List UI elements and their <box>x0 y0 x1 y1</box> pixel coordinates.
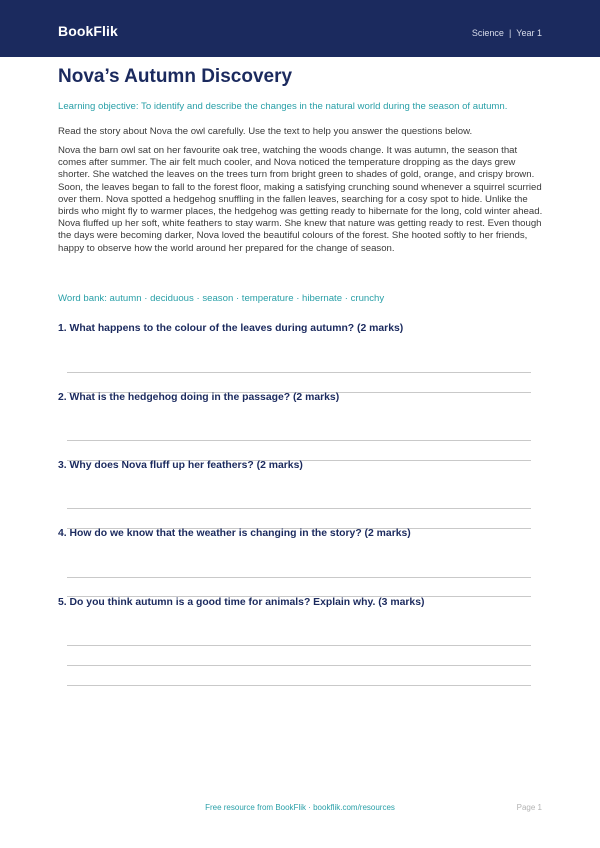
page-title: Nova’s Autumn Discovery <box>58 66 293 87</box>
footer-link[interactable]: Free resource from BookFlik · bookflik.com/resources <box>205 803 395 812</box>
answer-line[interactable] <box>67 372 531 373</box>
question-2: 2. What is the hedgehog doing in the passage? (2 marks) <box>58 392 340 403</box>
subject-year <box>472 28 542 38</box>
answer-line[interactable] <box>67 645 531 646</box>
answer-line[interactable] <box>67 685 531 686</box>
meta-separator: | <box>508 28 512 38</box>
question-4: 4. How do we know that the weather is changing in the story? (2 marks) <box>58 528 411 539</box>
brand-logo[interactable]: BookFlik <box>58 23 118 39</box>
question-3: 3. Why does Nova fluff up her feathers? (2 marks) <box>58 460 303 471</box>
answer-line[interactable] <box>67 440 531 441</box>
answer-line[interactable] <box>67 665 531 666</box>
subject-label: Science <box>471 28 504 38</box>
story-passage: Nova the barn owl sat on her favourite oak tree, watching the woods change. It was autumn, the season that comes after summer. The air felt much cooler, and Nova noticed the temperature dropping as the days grew shorter. She watched the leaves on the trees turn from bright green to shades of gold, orange, and crispy brown. Soon, the leaves began to fall to the forest floor, making a satisfying crunching sound whenever a squirrel scurried over them. Nova spotted a hedgehog snuffling in the fallen leaves, searching for a cosy spot to hide. Unlike the birds who might fly to warmer places, the hedgehog was getting ready to hibernate for the long, cold winter ahead. Nova fluffed up her soft, white feathers to stay warm. She knew that nature was getting ready to rest. Even though the days were becoming darker, Nova loved the beautiful colours of the forest. She hooted softly to her friends, happy to observe how the world around her prepared for the change of season. <box>58 145 543 254</box>
answer-line[interactable] <box>67 577 531 578</box>
question-5: 5. Do you think autumn is a good time for animals? Explain why. (3 marks) <box>58 597 425 608</box>
instructions: Read the story about Nova the owl carefully. Use the text to help you answer the questions below. <box>58 126 473 137</box>
year-label: Year 1 <box>516 28 542 38</box>
header-bar <box>0 0 600 57</box>
learning-objective: Learning objective: To identify and describe the changes in the natural world during the season of autumn. <box>58 101 508 112</box>
word-bank: Word bank: autumn · deciduous · season · temperature · hibernate · crunchy <box>58 293 385 304</box>
page-number: Page 1 <box>516 803 542 812</box>
question-1: 1. What happens to the colour of the leaves during autumn? (2 marks) <box>58 323 404 334</box>
answer-line[interactable] <box>67 508 531 509</box>
